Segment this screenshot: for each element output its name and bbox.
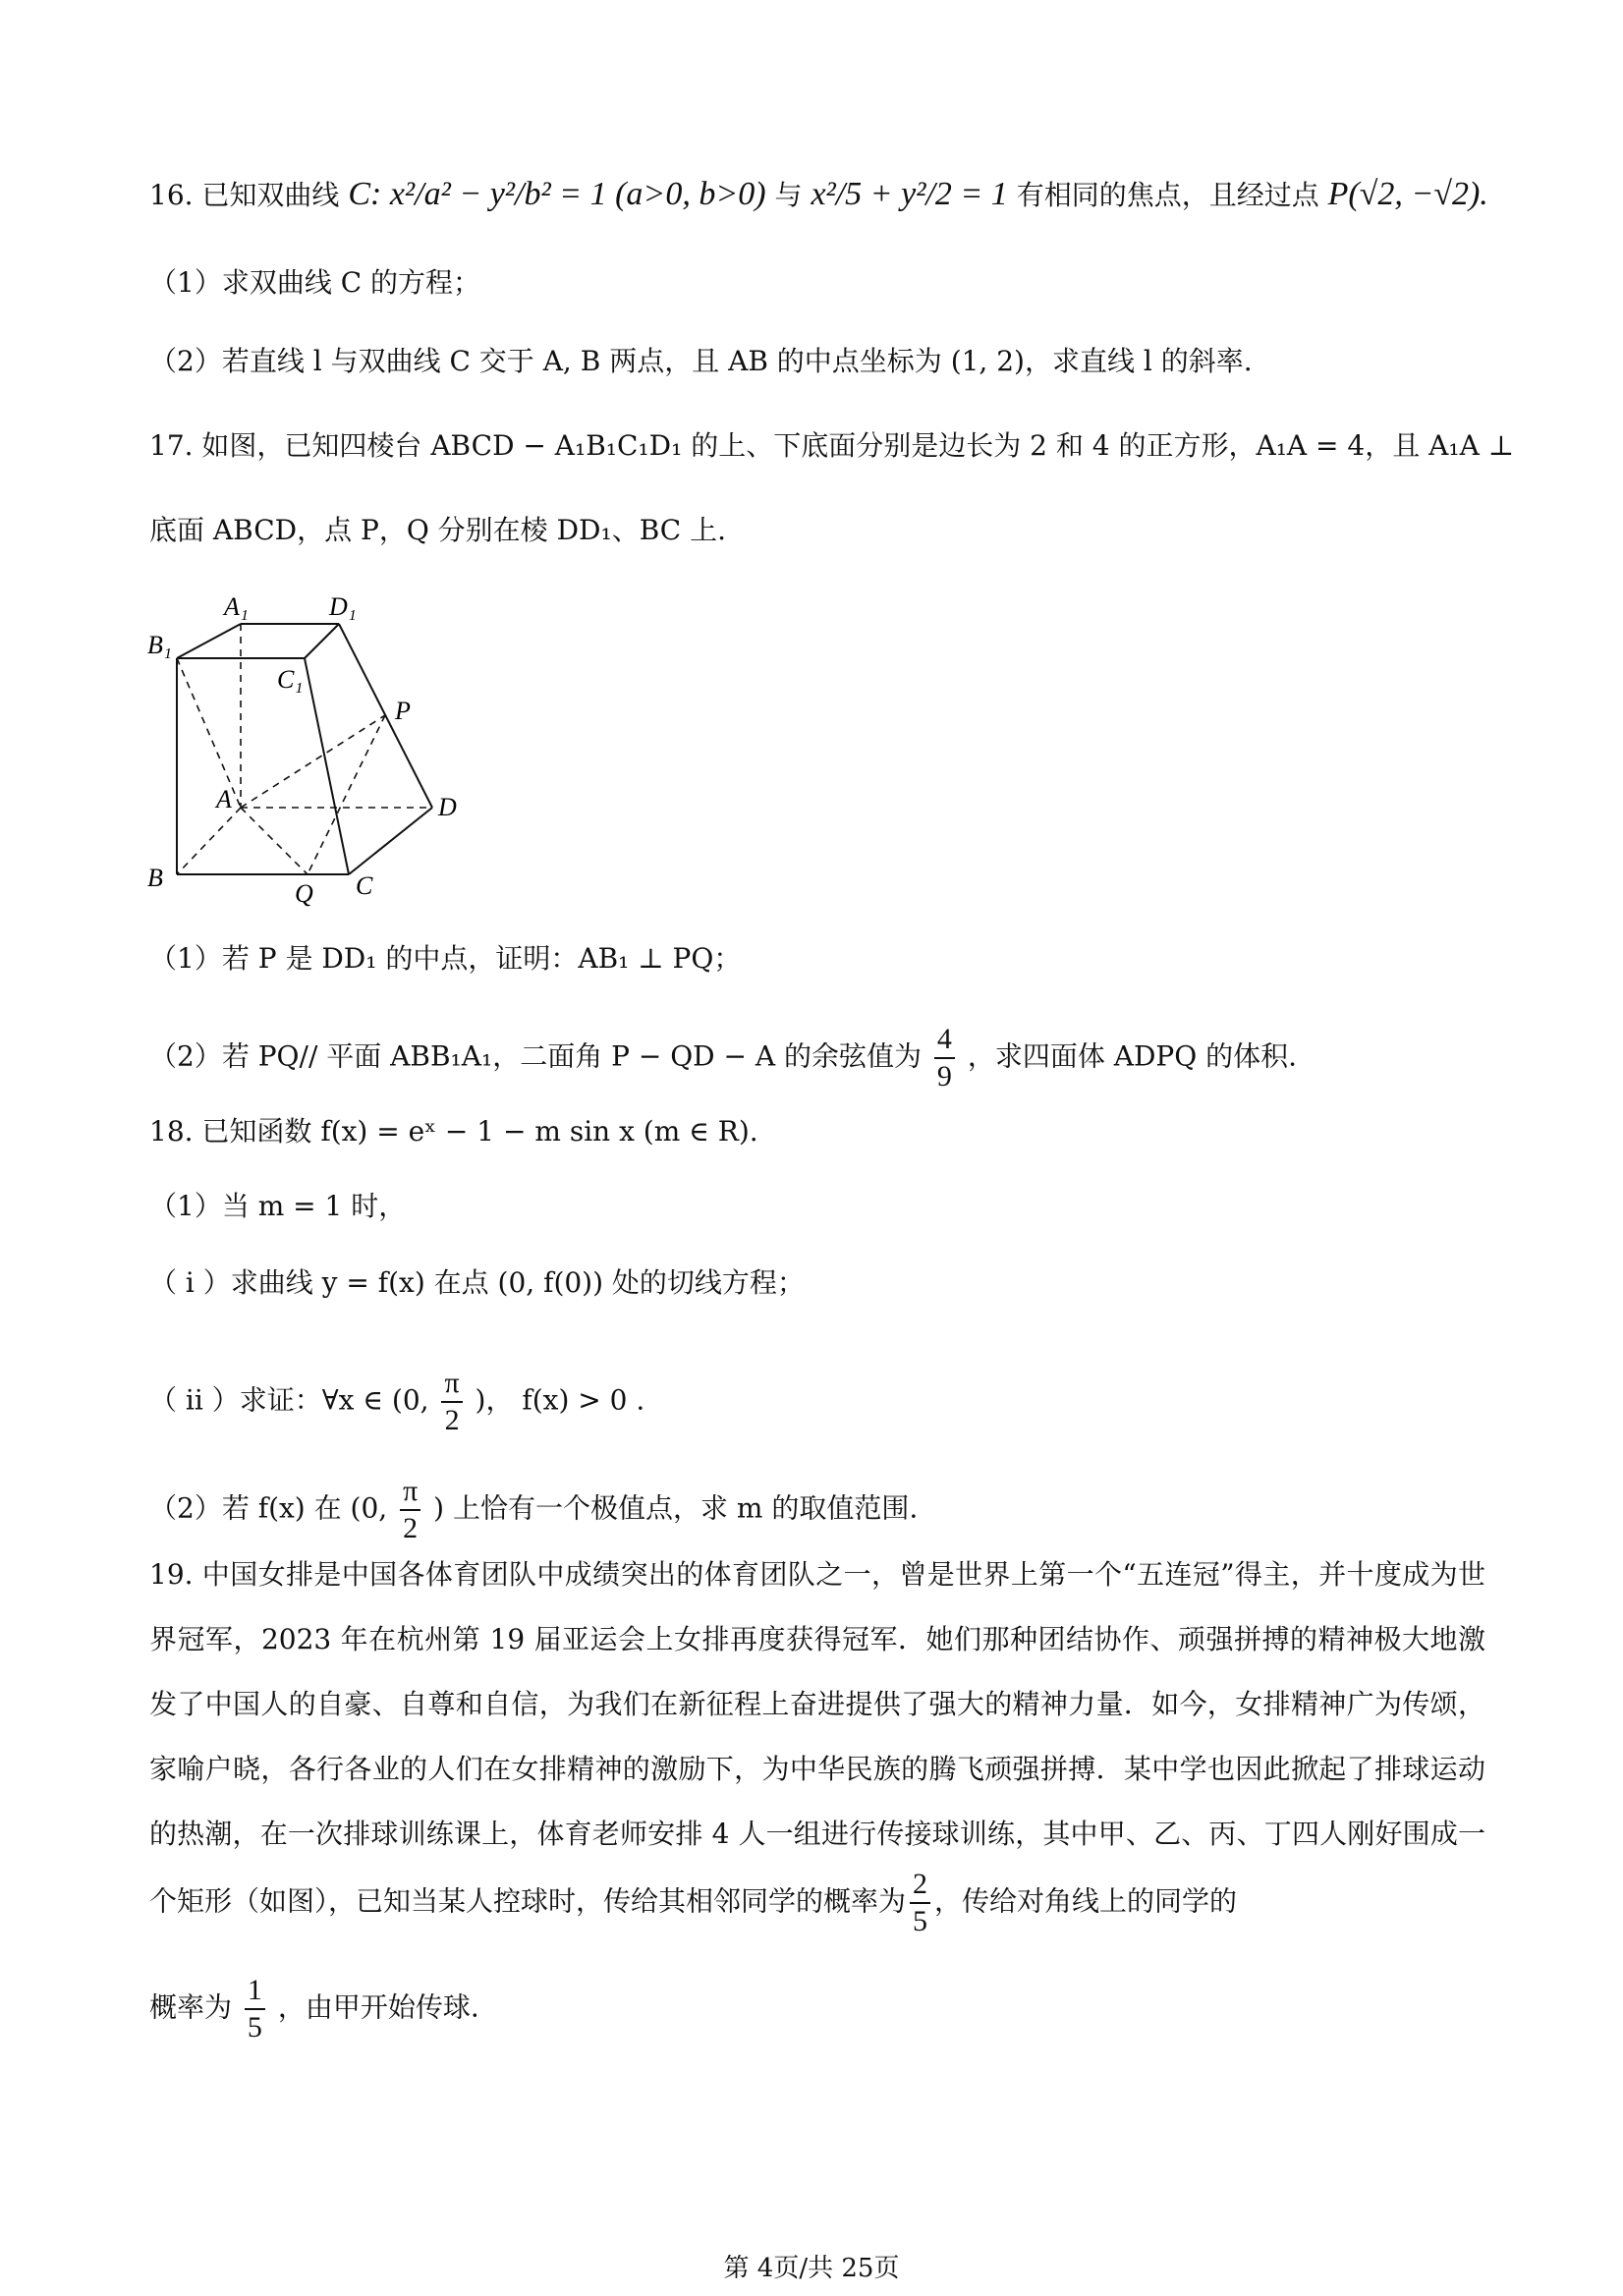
q16-ellipse-formula: x²/5 + y²/2 = 1 [811,176,1008,212]
q17-frustum-figure [147,580,481,924]
q18-part2: （2）若 f(x) 在 (0, $\frac{\pi}{2}$ ) 上恰有一个极值点，求 m 的取值范围. [149,1475,919,1544]
q16-stem: 16. 已知双曲线 C: x²/a² − y²/b² = 1 (a>0, b>0) 与 x²/5 + y²/2 = 1 有相同的焦点，且经过点 P(√2, −√2). [149,176,1488,212]
label-C: C [356,871,373,900]
page-number-footer: 第 4页/共 25页 [723,2254,900,2283]
q17-stem-line2: 底面 ABCD，点 P，Q 分别在棱 DD₁、BC 上. [149,514,727,546]
q19-paragraph: 19. 中国女排是中国各体育团队中成绩突出的体育团队之一，曾是世界上第一个“五连冠”得主，并十度成为世界冠军，2023 年在杭州第 19 届亚运会上女排再度获得冠军．她们那种团结协作、顽强拼搏的精神极大地激发了中国人的自豪、自尊和自信，为我们在新征程上奋进提供了强大的精神力量．如今，女排精神广为传颂，家喻户晓，各行各业的人们在女排精神的激励下，为中华民族的腾飞顽强拼搏．某中学也因此掀起了排球运动的热潮，在一次排球训练课上，体育老师安排 4 人一组进行传接球训练，其中甲、乙、丙、丁四人刚好围成一个矩形（如图），已知当某人控球时，传给其相邻同学的概率为 $\frac{2}{5}$ ，传给对角线上的同学的 [149,1558,1485,1937]
q16-hyperbola-formula: C: x²/a² − y²/b² = 1 (a>0, b>0) [348,176,766,212]
label-A1: A₁ [224,592,249,621]
label-B: B [147,864,163,892]
q16-point: P(√2, −√2). [1327,176,1488,212]
q18-part1: （1）当 m = 1 时， [149,1190,407,1222]
label-D: D [438,793,457,821]
label-P: P [395,697,411,725]
q17-stem-line1: 17. 如图，已知四棱台 ABCD − A₁B₁C₁D₁ 的上、下底面分别是边长为 2 和 4 的正方形，A₁A = 4，且 A₁A ⊥ [149,429,1515,462]
q18-stem: 18. 已知函数 f(x) = eˣ − 1 − m sin x (m ∈ R). [149,1115,758,1148]
label-Q: Q [295,879,313,908]
q17-cosine-fraction: $\frac{4}{9}$ [934,1022,955,1094]
label-A: A [216,785,232,813]
q17-part2: （2）若 PQ// 平面 ABB₁A₁，二面角 P − QD − A 的余弦值为 $\frac{4}{9}$ ，求四面体 ADPQ 的体积. [149,1023,1297,1092]
label-B1: B₁ [147,631,172,659]
q18-pi-over-2-fraction-a: $\frac{\pi}{2}$ [441,1366,462,1438]
q19-fraction-two-fifths: $\frac{2}{5}$ [910,1867,930,1939]
q17-part1: （1）若 P 是 DD₁ 的中点，证明：AB₁ ⊥ PQ； [149,942,742,975]
q18-sub1: （ i ）求曲线 y = f(x) 在点 (0, f(0)) 处的切线方程； [149,1266,805,1299]
q19-last-line: 概率为 $\frac{1}{5}$ ，由甲开始传球. [149,1974,479,2044]
q18-sub2: （ ii ）求证：∀x ∈ (0, $\frac{\pi}{2}$ )， f(x) > 0 . [149,1367,645,1436]
q16-part2: （2）若直线 l 与双曲线 C 交于 A, B 两点，且 AB 的中点坐标为 (1, 2)，求直线 l 的斜率. [149,345,1253,377]
q16-part1: （1）求双曲线 C 的方程； [149,266,481,299]
label-D1: D₁ [329,592,357,621]
q18-pi-over-2-fraction-b: $\frac{\pi}{2}$ [400,1474,420,1546]
q19-fraction-one-fifth: $\frac{1}{5}$ [245,1973,265,2045]
label-C1: C₁ [277,665,304,694]
